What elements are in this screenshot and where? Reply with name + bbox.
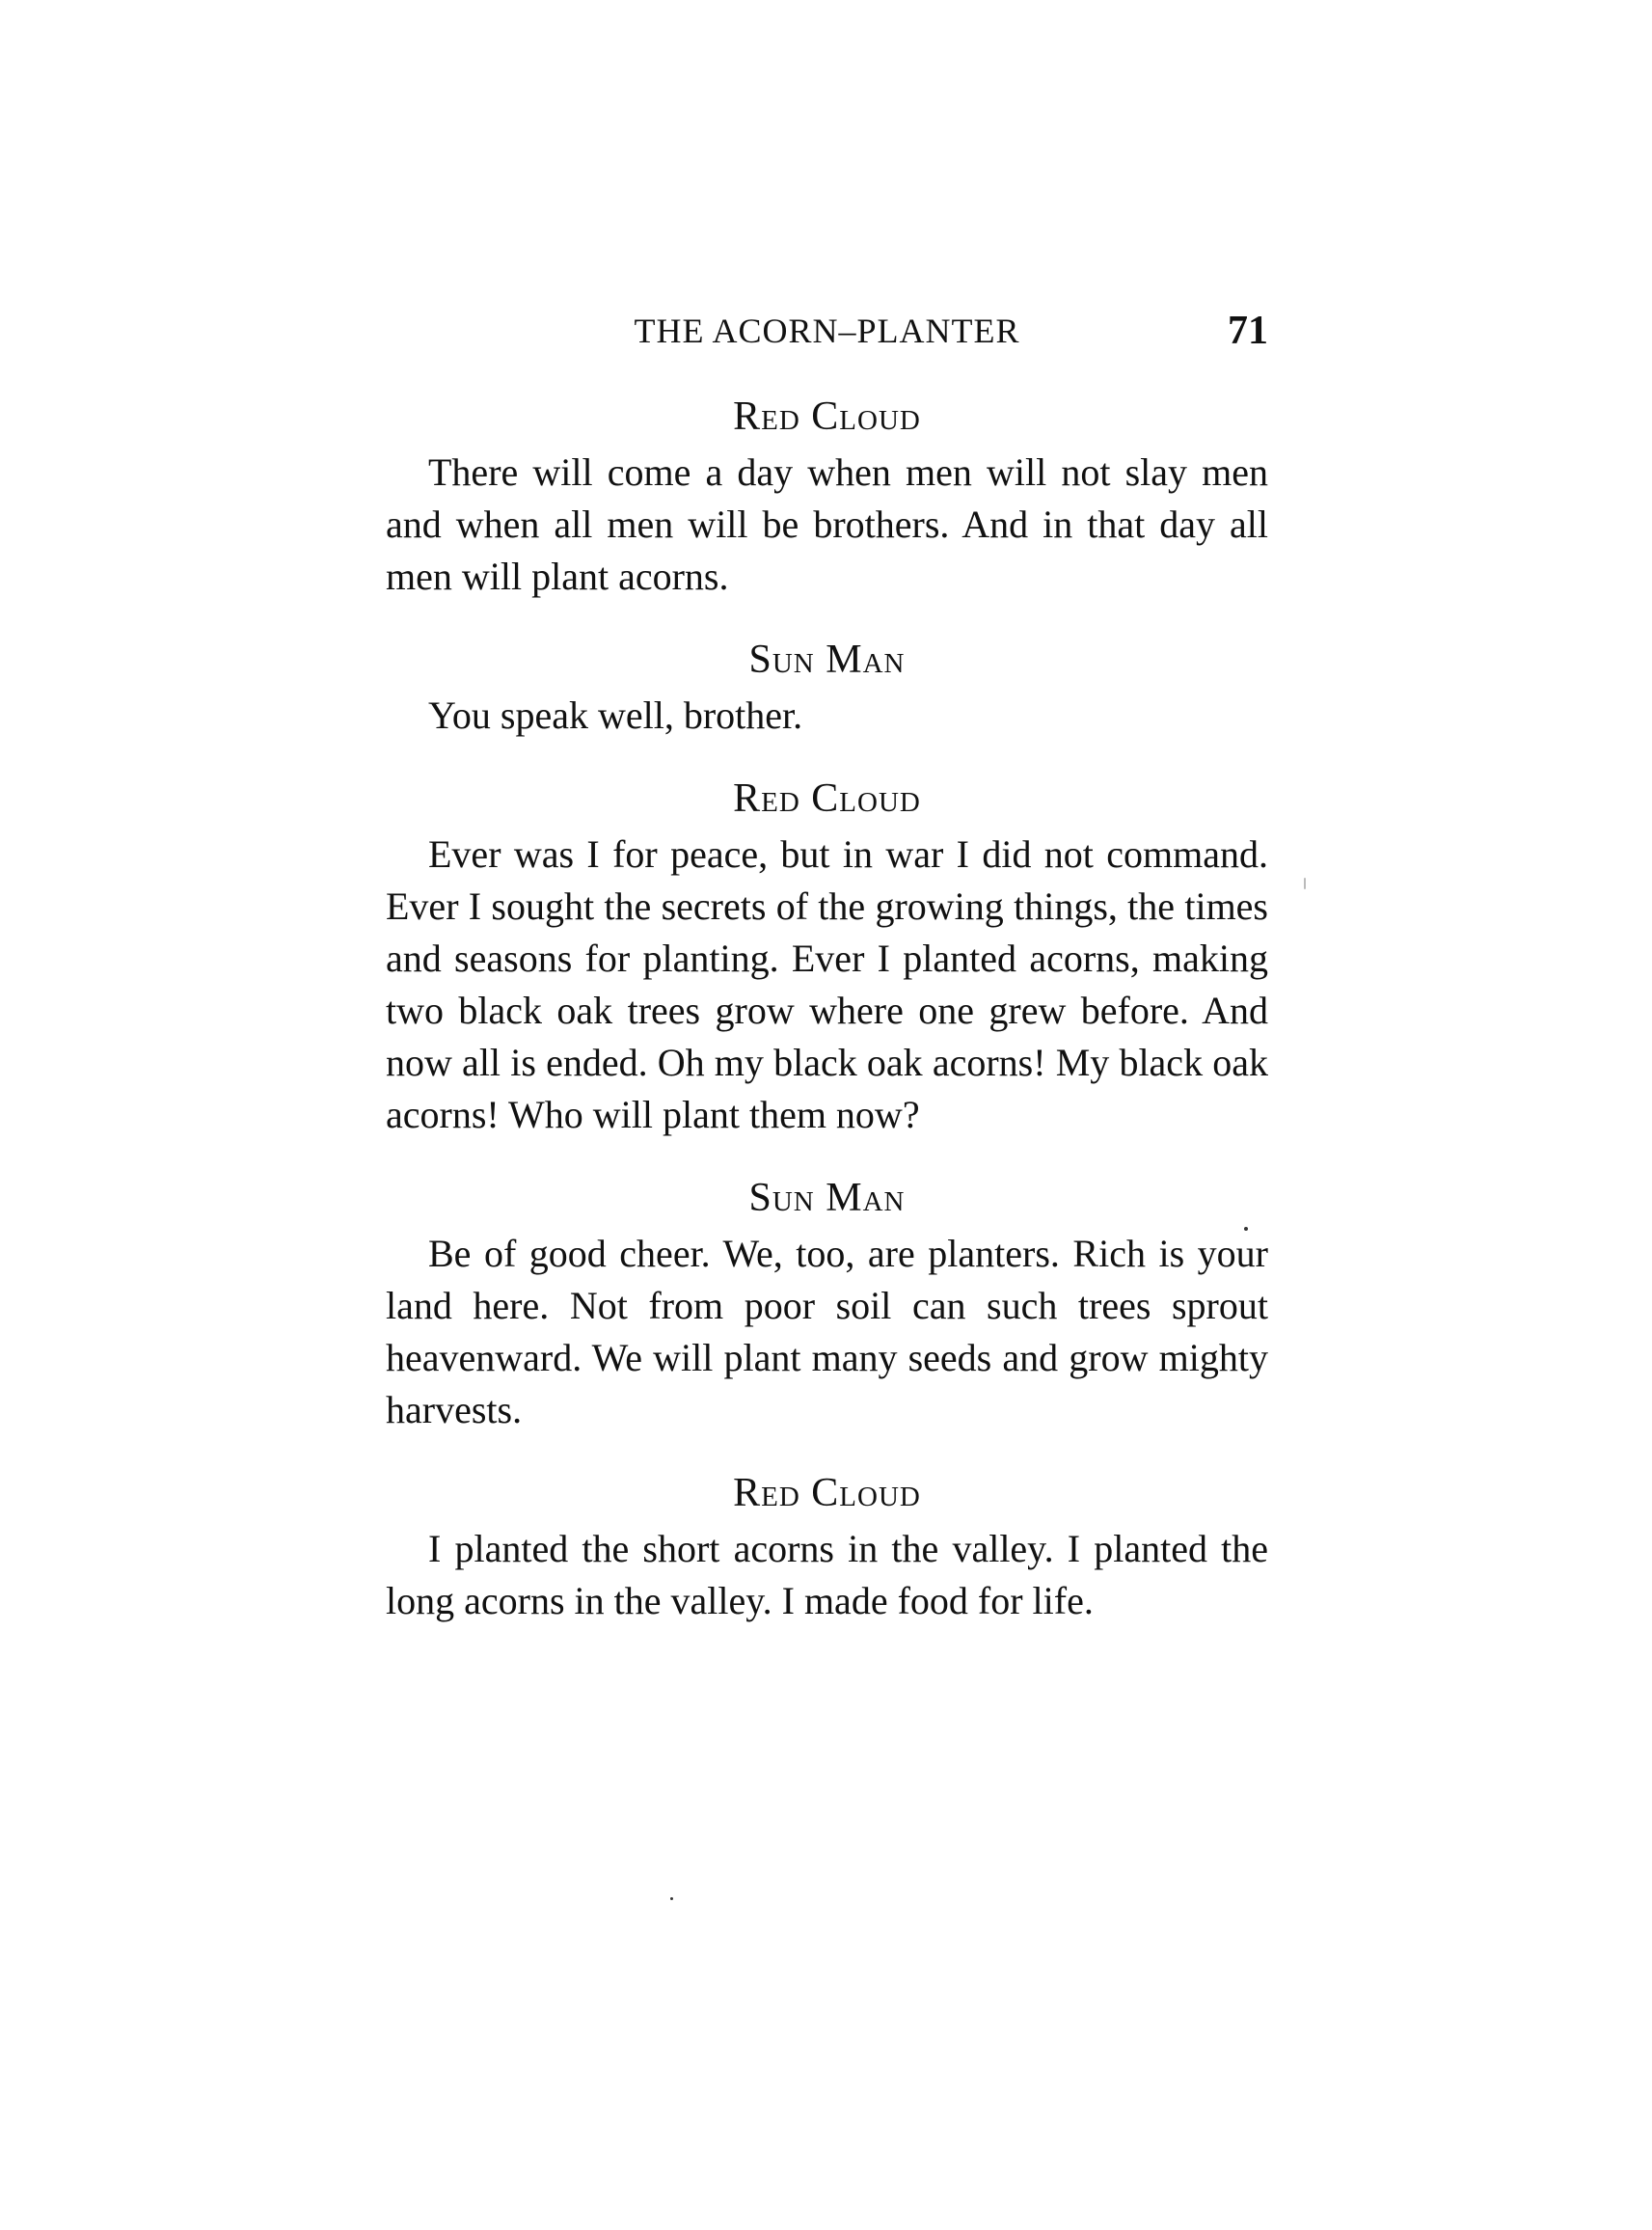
- scan-speck: [1244, 1227, 1248, 1231]
- speaker-name: Red Cloud: [733, 394, 921, 439]
- speech-paragraph: You speak well, brother.: [428, 693, 803, 737]
- dialogue-text: [386, 391, 1268, 1627]
- speaker-name: Red Cloud: [733, 776, 921, 821]
- speaker-name: Red Cloud: [733, 1471, 921, 1515]
- running-head: [386, 307, 1268, 355]
- page-number: 71: [1228, 309, 1268, 353]
- scan-speck: [1304, 878, 1306, 889]
- speaker-name: Sun Man: [748, 638, 906, 682]
- speech-paragraph: Be of good cheer. We, too, are planters. Rich is your land here. Not from poor soil can such trees sprout heavenward. We will plant many seeds and grow mighty harvests.: [386, 1232, 1268, 1431]
- scan-speck: [670, 1897, 673, 1900]
- running-title: THE ACORN–PLANTER: [634, 312, 1020, 350]
- speaker-name: Sun Man: [748, 1176, 906, 1220]
- speech-paragraph: Ever was I for peace, but in war I did not command. Ever I sought the secrets of the growing things, the times and seasons for planting. Ever I planted acorns, making two black oak trees grow where one grew before. And now all is ended. Oh my black oak acorns! My black oak acorns! Who will plant them now?: [386, 832, 1268, 1136]
- speech-paragraph: There will come a day when men will not slay men and when all men will be brothers. And in that day all men will plant acorns.: [386, 450, 1268, 598]
- speech-paragraph: I planted the short acorns in the valley. I planted the long acorns in the valley. I made food for life.: [386, 1527, 1268, 1622]
